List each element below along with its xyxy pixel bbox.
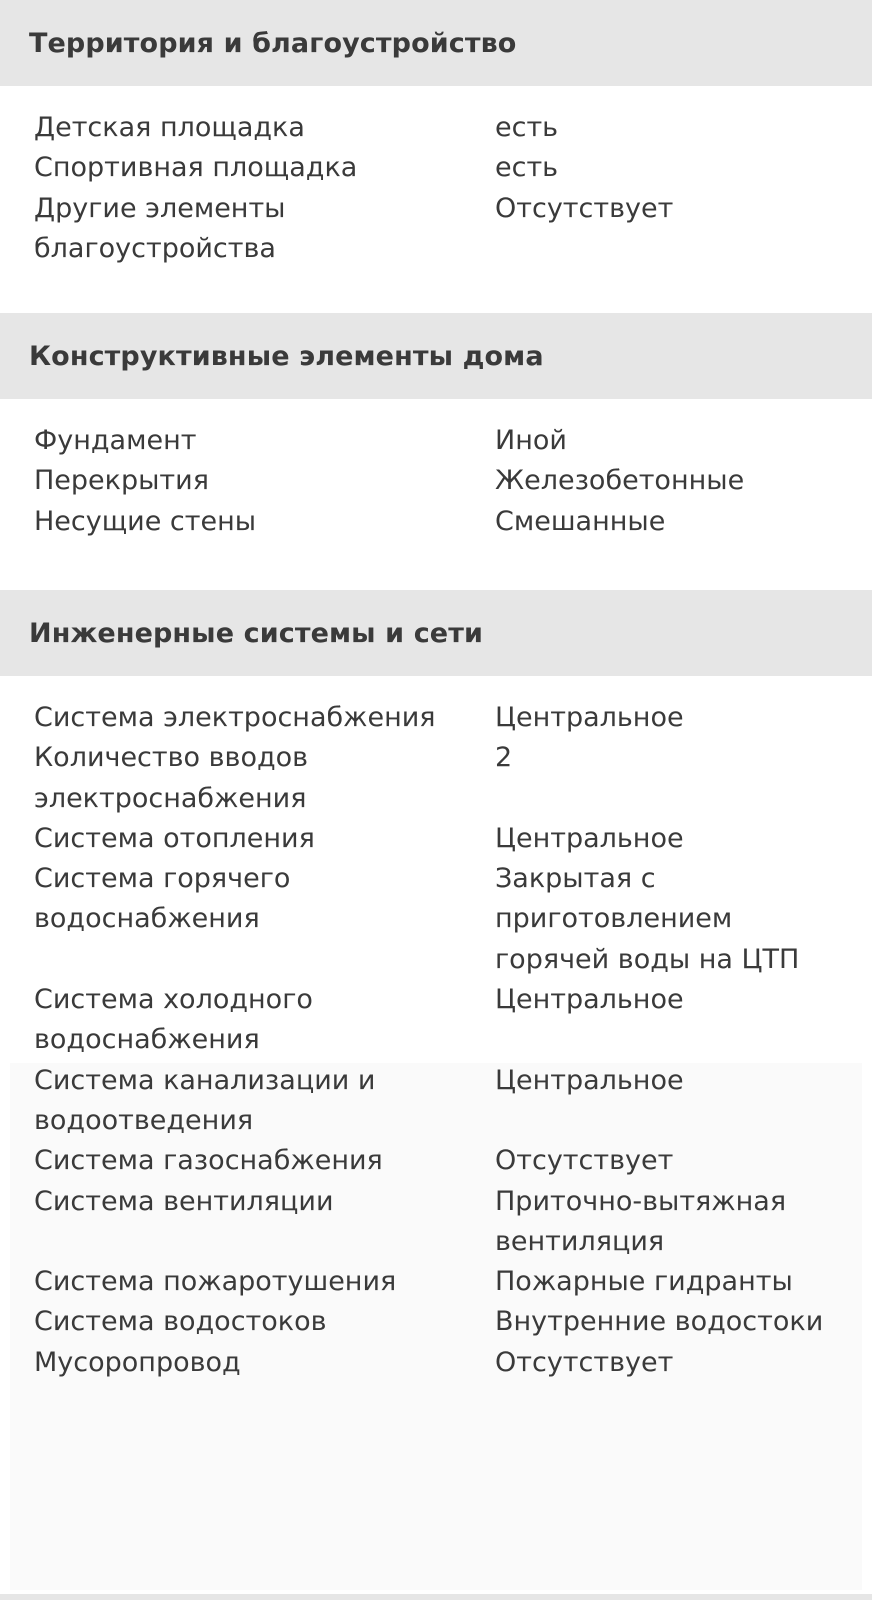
row-label: Система газоснабжения (34, 1145, 383, 1177)
row-label: Спортивная площадка (34, 152, 358, 184)
section-header-engineering (0, 590, 872, 676)
row-value: Смешанные (495, 505, 666, 537)
table-row (0, 502, 872, 542)
section-header-construction (0, 313, 872, 399)
row-value: Отсутствует (495, 1145, 674, 1177)
row-value: Иной (495, 425, 567, 456)
row-label: Несущие стены (34, 505, 257, 537)
table-row (0, 1141, 872, 1181)
table-row (0, 421, 872, 461)
row-label: Система канализации и водоотведения (34, 1064, 376, 1136)
section-title: Территория и благоустройство (29, 27, 517, 59)
row-label: Система пожаротушения (34, 1266, 397, 1298)
row-value: Железобетонные (495, 465, 745, 497)
table-row (0, 1343, 872, 1383)
row-value: Центральное (495, 984, 684, 1016)
table-row (0, 148, 872, 188)
row-label: Система отопления (34, 822, 315, 854)
section-body-construction (0, 399, 872, 590)
section-title: Конструктивные элементы дома (29, 340, 544, 372)
section-body-territory (0, 86, 872, 313)
section-body-engineering (0, 676, 872, 1383)
row-value: 2 (495, 742, 513, 774)
table-row (0, 1182, 872, 1263)
table-row (0, 738, 872, 819)
row-value: Отсутствует (495, 192, 674, 224)
row-label: Система горячего водоснабжения (34, 863, 291, 935)
row-label: Фундамент (34, 425, 197, 456)
row-value: Отсутствует (495, 1346, 674, 1378)
row-label: Другие элементы благоустройства (34, 192, 286, 264)
section-header-territory (0, 0, 872, 86)
row-label: Количество вводов электроснабжения (34, 742, 309, 814)
row-value: Центральное (495, 702, 684, 733)
row-value: есть (495, 152, 559, 184)
row-label: Система вентиляции (34, 1185, 334, 1217)
row-value: Закрытая с приготовлением горячей воды на ЦТП (495, 863, 800, 975)
row-label: Перекрытия (34, 465, 209, 497)
table-row (0, 189, 872, 270)
table-row (0, 108, 872, 148)
row-label: Система холодного водоснабжения (34, 984, 313, 1056)
table-row (0, 819, 872, 859)
row-value: Центральное (495, 822, 684, 854)
table-row (0, 1061, 872, 1142)
row-value: Пожарные гидранты (495, 1266, 793, 1298)
table-row (0, 980, 872, 1061)
table-row (0, 1262, 872, 1302)
section-title: Инженерные системы и сети (29, 617, 483, 649)
row-label: Мусоропровод (34, 1346, 241, 1378)
row-label: Система электроснабжения (34, 702, 436, 733)
row-value: Центральное (495, 1064, 684, 1096)
row-value: Внутренние водостоки (495, 1306, 824, 1338)
table-row (0, 698, 872, 738)
next-section-header-edge (0, 1594, 872, 1600)
table-row (0, 1302, 872, 1342)
row-label: Детская площадка (34, 112, 305, 143)
table-row (0, 461, 872, 501)
row-label: Система водостоков (34, 1306, 327, 1338)
row-value: есть (495, 112, 559, 143)
row-value: Приточно-вытяжная вентиляция (495, 1185, 787, 1257)
table-row (0, 859, 872, 980)
